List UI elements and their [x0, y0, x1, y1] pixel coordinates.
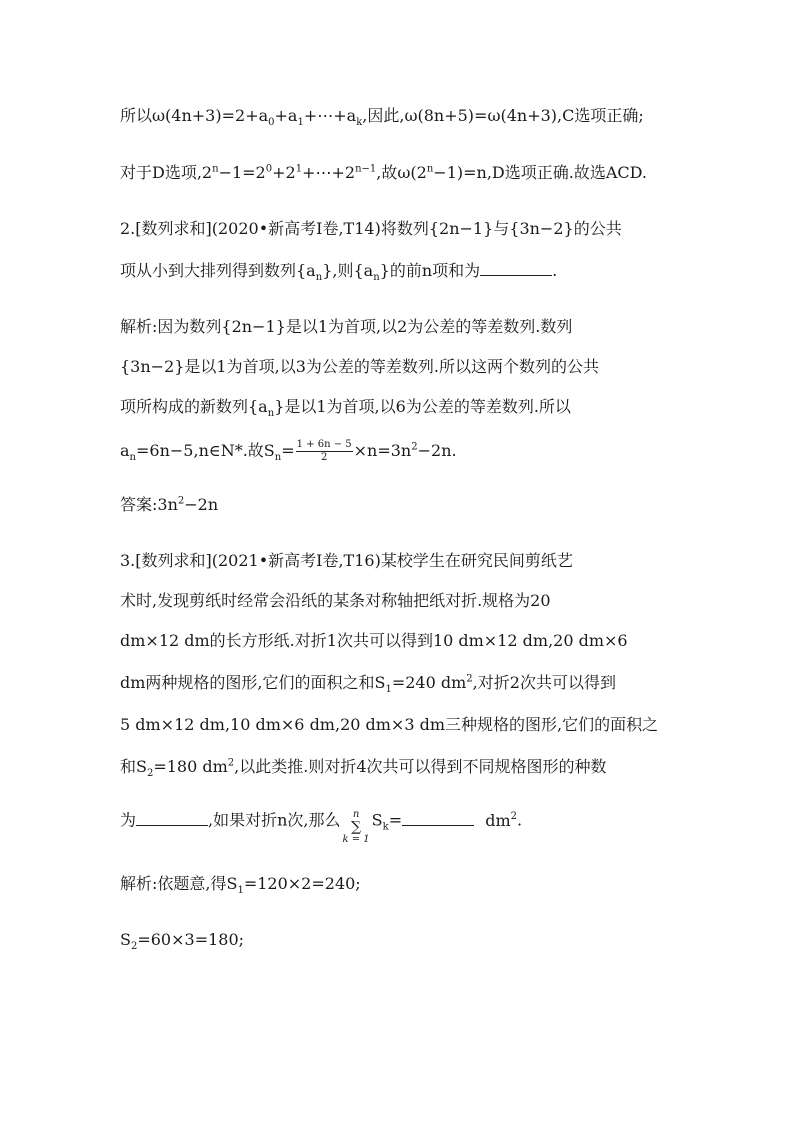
answer-2: 答案$:3n^2-2n$ — [120, 495, 219, 514]
solution-3-line-1: 解析:依题意,得$S_1=120\times 2=240$; — [120, 874, 361, 897]
question-3-line-7: 为 ,如果对折n次,那么 n ∑ k = 1 $S_k= dm^2$. — [120, 809, 523, 845]
fraction — [296, 439, 353, 464]
line-2: 对于D选项$,2^n-1=2^0+2^1+\cdots+2^{n-1}$,故$\omega(2^n-1)=n,D$选项正确.故选ACD. — [120, 163, 647, 182]
solution-2-line-3: 项所构成的新数列$\{a_n\}$是以1为首项,以6为公差的等差数列.所以 — [120, 397, 571, 420]
question-3-line-6: 和$S_2=180$ $dm^2$,以此类推.则对折4次共可以得到不同规格图形的种数 — [120, 757, 607, 780]
question-3-line-5: 5 dm×12 dm,10 dm×6 dm,20 dm×3 dm三种规格的图形,它们的面积之 — [120, 715, 659, 734]
question-3-line-4: dm两种规格的图形,它们的面积之和$S_1=240$ $dm^2$,对折2次共可以得到 — [120, 673, 616, 696]
solution-2-line-4: $a_n=6n-5,n\in N*$.故$S_n=$ $\frac{1 + 6n - 5}{2}$ $\times n=3n^2-2n$. — [120, 439, 457, 464]
fraction-denominator: 2 — [320, 452, 328, 463]
line-1: 所以$\omega(4n+3)=2+a_0+a_1+\cdots+a_k$,因此,ω(8n+5)=ω(4n+3),C选项正确; — [120, 106, 644, 129]
question-3-line-1: 3.[数列求和](2021•新高考Ⅰ卷,T16)某校学生在研究民间剪纸艺 — [120, 551, 573, 570]
question-2-line-1: 2.[数列求和](2020•新高考Ⅰ卷,T14)将数列{2n−1}与{3n−2}的公共 — [120, 219, 622, 238]
solution-3-line-2: $S_2=60\times 3=180$; — [120, 930, 245, 953]
sigma-glyph: ∑ — [351, 819, 362, 835]
answer-blank — [480, 261, 552, 276]
summation-lower-limit: k = 1 — [342, 834, 370, 845]
solution-2-line-1: 解析:因为数列{2n−1}是以1为首项,以2为公差的等差数列.数列 — [120, 317, 573, 336]
summation-symbol — [343, 809, 370, 845]
question-3-line-2: 术时,发现剪纸时经常会沿纸的某条对称轴把纸对折.规格为20 — [120, 591, 551, 610]
solution-2-line-2: {3n−2}是以1为首项,以3为公差的等差数列.所以这两个数列的公共 — [120, 357, 599, 376]
question-3-line-3: dm×12 dm的长方形纸.对折1次共可以得到10 dm×12 dm,20 dm×6 — [120, 631, 628, 650]
question-2-line-2: 项从小到大排列得到数列$\{a_n\}$,则$\{a_n\}$的前n项和为 . — [120, 261, 558, 284]
summation-upper-limit: n — [352, 809, 360, 820]
answer-blank-sum — [402, 811, 474, 826]
answer-blank-count — [136, 811, 208, 826]
fraction-numerator: 1 + 6n − 5 — [296, 439, 352, 450]
